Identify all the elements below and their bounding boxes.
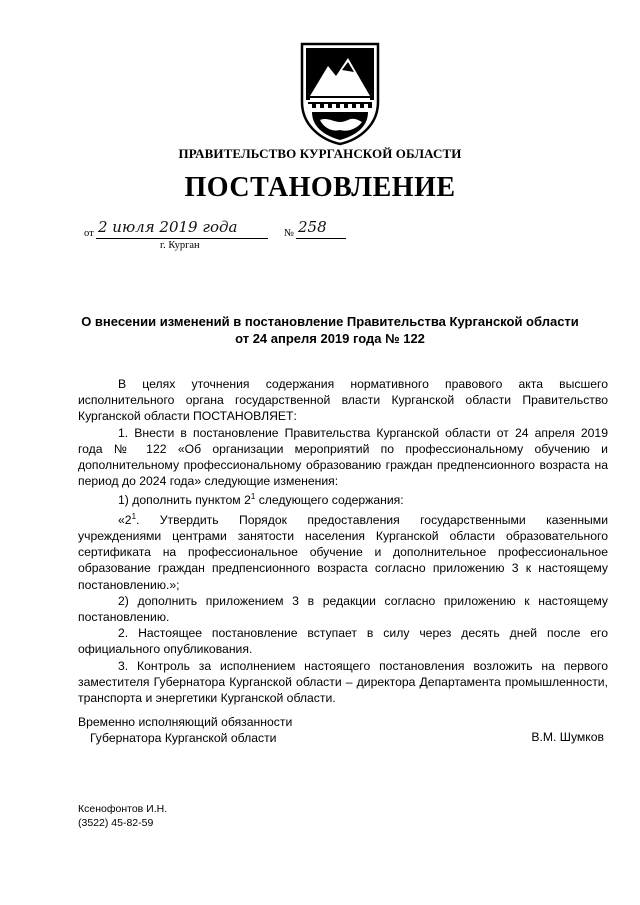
number-prefix: № [284, 228, 295, 239]
subitem-1-text: 1) дополнить пунктом 2 [118, 493, 251, 508]
quoted-clause-superscript: 1 [131, 511, 137, 521]
paragraph-item-3: 3. Контроль за исполнением настоящего постановления возложить на первого заместителя Губернатора Курганской области – директора Департамента промышленности, транспорта и энергетики Курганской области. [78, 658, 608, 705]
paragraph-item-2: 2. Настоящее постановление вступает в силу через десять дней после его официального опубликования. [78, 626, 608, 657]
executor-name: Ксенофонтов И.Н. [78, 803, 168, 815]
signer-title-line-2: Губернатора Курганской области [90, 731, 277, 745]
date-prefix: от [84, 228, 94, 239]
document-body [78, 376, 608, 706]
title-line-2: от 24 апреля 2019 года № 122 [235, 331, 425, 346]
signer-name: В.М. Шумков [531, 730, 604, 744]
date-underline [96, 238, 268, 239]
title-line-1: О внесении изменений в постановление Правительства Курганской области [81, 314, 579, 329]
paragraph-subitem-2: 2) дополнить приложением 3 в редакции согласно приложению к настоящему постановлению. [78, 593, 608, 624]
executor-block [78, 802, 167, 830]
paragraph-subitem-1 [78, 489, 608, 508]
executor-phone: (3522) 45-82-59 [78, 817, 154, 829]
coat-of-arms-icon [296, 40, 384, 146]
signer-title-line-1: Временно исполняющий обязанности [78, 715, 293, 729]
subitem-1-superscript: 1 [250, 492, 256, 502]
paragraph-quoted-clause [78, 509, 608, 593]
number-underline [296, 238, 346, 239]
paragraph-preamble: В целях уточнения содержания нормативного правового акта высшего исполнительного органа государственной власти Курганской области Правительство Курганской области ПОСТАНОВЛЯЕТ: [78, 377, 608, 424]
document-title [70, 313, 590, 347]
date-handwritten: 2 июля 2019 года [98, 218, 238, 236]
signer-title [78, 714, 292, 746]
subitem-1-text-end: следующего содержания: [255, 493, 404, 508]
organization-name: ПРАВИТЕЛЬСТВО КУРГАНСКОЙ ОБЛАСТИ [178, 146, 462, 161]
city: г. Курган [160, 240, 200, 251]
quoted-clause-text: . Утвердить Порядок предоставления государственными казенными учреждениями центрами занятости населения Курганской области образовательного сертификата на профессиональное обучение и дополнительное профессиональное образование граждан предпенсионного возраста согласно приложению 3 к настоящему постановлению.»; [78, 512, 608, 592]
number-handwritten: 258 [298, 218, 327, 236]
document-type: ПОСТАНОВЛЕНИЕ [184, 172, 456, 203]
quoted-clause-number: «2 [118, 512, 132, 527]
paragraph-item-1: 1. Внести в постановление Правительства Курганской области от 24 апреля 2019 года № 122 «Об организации мероприятий по профессиональному обучению и дополнительному профессиональному образованию граждан предпенсионного возраста на период до 2024 года» следующие изменения: [78, 425, 608, 489]
